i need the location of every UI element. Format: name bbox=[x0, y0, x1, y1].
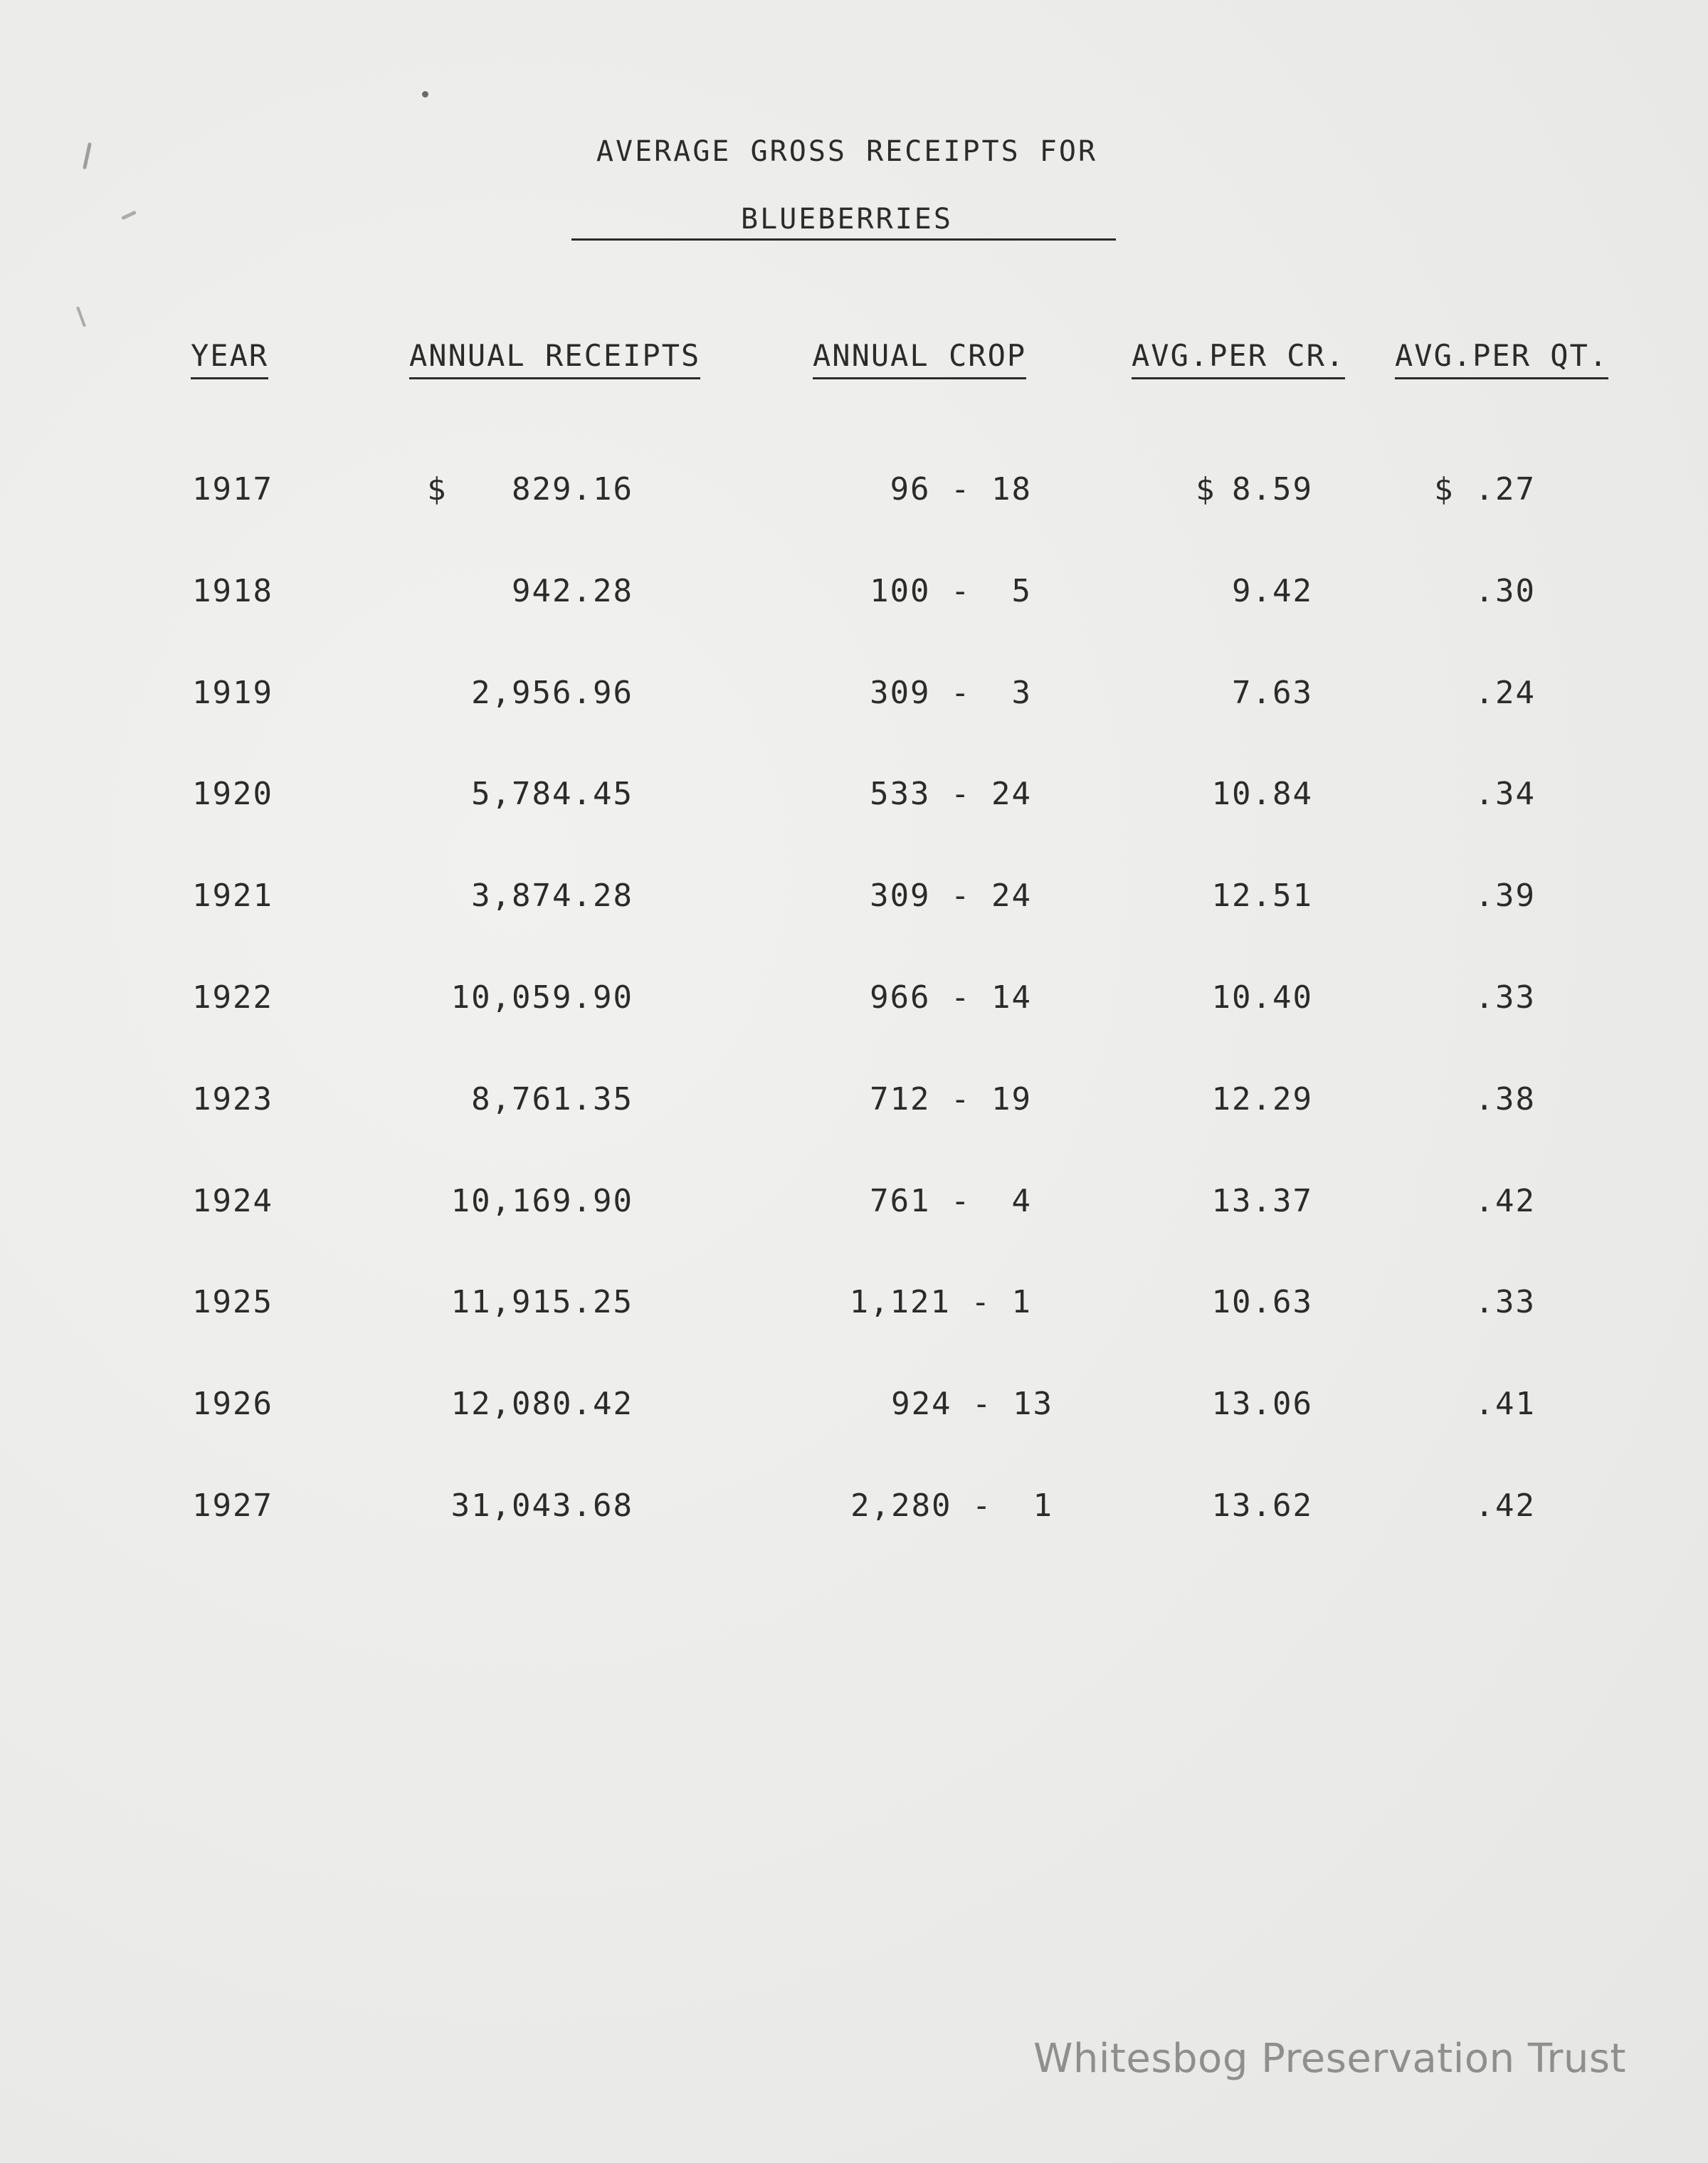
cell-currency-symbol: $ bbox=[427, 471, 448, 507]
cell-avg-per-qt: .41 bbox=[1475, 1386, 1536, 1423]
cell-annual-receipts: 31,043.68 bbox=[450, 1488, 633, 1524]
cell-avg-per-qt: .38 bbox=[1475, 1080, 1536, 1117]
column-header-avg-per-cr: AVG.PER CR. bbox=[1132, 338, 1345, 373]
cell-annual-crop: 533 - 24 bbox=[870, 776, 1032, 813]
table-row bbox=[0, 573, 1708, 616]
cell-year: 1921 bbox=[192, 878, 273, 915]
cell-avg-per-qt: .27 bbox=[1475, 471, 1536, 507]
cell-avg-per-cr: 8.59 bbox=[1232, 471, 1313, 507]
column-header-year: YEAR bbox=[191, 338, 268, 373]
cell-year: 1925 bbox=[192, 1284, 273, 1321]
column-header-annual-crop: ANNUAL CROP bbox=[813, 338, 1026, 373]
cell-annual-receipts: 12,080.42 bbox=[450, 1386, 633, 1423]
cell-annual-crop: 712 - 19 bbox=[870, 1080, 1032, 1117]
cell-annual-crop: 309 - 24 bbox=[870, 878, 1032, 915]
cell-avg-per-cr: 13.62 bbox=[1211, 1488, 1313, 1524]
cell-year: 1917 bbox=[192, 471, 273, 507]
ink-speck bbox=[422, 91, 428, 98]
cell-annual-crop: 309 - 3 bbox=[870, 674, 1032, 711]
cell-currency-symbol: $ bbox=[1434, 471, 1455, 507]
document-subtitle: BLUEBERRIES bbox=[741, 203, 953, 236]
cell-year: 1918 bbox=[192, 572, 273, 609]
watermark: Whitesbog Preservation Trust bbox=[1033, 2036, 1626, 2082]
cell-annual-crop: 966 - 14 bbox=[870, 979, 1032, 1016]
cell-annual-receipts: 942.28 bbox=[512, 572, 633, 609]
cell-annual-crop: 96 - 18 bbox=[890, 471, 1032, 507]
cell-avg-per-cr: 10.84 bbox=[1211, 776, 1313, 813]
cell-year: 1923 bbox=[192, 1080, 273, 1117]
table-row bbox=[0, 675, 1708, 717]
column-header-avg-per-qt: AVG.PER QT. bbox=[1395, 338, 1608, 373]
cell-avg-per-qt: .34 bbox=[1475, 776, 1536, 813]
cell-annual-receipts: 10,059.90 bbox=[450, 979, 633, 1016]
column-header-annual-receipts: ANNUAL RECEIPTS bbox=[409, 338, 700, 373]
cell-avg-per-cr: 13.37 bbox=[1211, 1182, 1313, 1219]
document-title: AVERAGE GROSS RECEIPTS FOR bbox=[596, 135, 1098, 168]
cell-annual-crop: 761 - 4 bbox=[870, 1182, 1032, 1219]
cell-year: 1924 bbox=[192, 1182, 273, 1219]
cell-avg-per-qt: .42 bbox=[1475, 1488, 1536, 1524]
table-row bbox=[0, 1284, 1708, 1327]
cell-year: 1919 bbox=[192, 674, 273, 711]
cell-annual-receipts: 5,784.45 bbox=[471, 776, 633, 813]
cell-avg-per-qt: .39 bbox=[1475, 878, 1536, 915]
cell-avg-per-qt: .24 bbox=[1475, 674, 1536, 711]
cell-avg-per-cr: 10.63 bbox=[1211, 1284, 1313, 1321]
table-row bbox=[0, 878, 1708, 920]
cell-avg-per-cr: 9.42 bbox=[1232, 572, 1313, 609]
table-row bbox=[0, 471, 1708, 514]
cell-annual-receipts: 2,956.96 bbox=[471, 674, 633, 711]
table-row bbox=[0, 1386, 1708, 1428]
cell-annual-receipts: 11,915.25 bbox=[450, 1284, 633, 1321]
cell-year: 1926 bbox=[192, 1386, 273, 1423]
cell-currency-symbol: $ bbox=[1196, 471, 1216, 507]
cell-avg-per-qt: .42 bbox=[1475, 1182, 1536, 1219]
title-underline bbox=[571, 238, 1116, 241]
cell-annual-receipts: 3,874.28 bbox=[471, 878, 633, 915]
cell-annual-receipts: 8,761.35 bbox=[471, 1080, 633, 1117]
pencil-mark bbox=[76, 306, 86, 327]
cell-year: 1920 bbox=[192, 776, 273, 813]
table-row bbox=[0, 1183, 1708, 1226]
cell-annual-crop: 2,280 - 1 bbox=[850, 1488, 1053, 1524]
table-row bbox=[0, 776, 1708, 819]
cell-annual-crop: 924 - 13 bbox=[891, 1386, 1053, 1423]
cell-annual-receipts: 829.16 bbox=[512, 471, 633, 507]
cell-avg-per-qt: .33 bbox=[1475, 979, 1536, 1016]
cell-avg-per-qt: .30 bbox=[1475, 572, 1536, 609]
cell-annual-crop: 100 - 5 bbox=[870, 572, 1032, 609]
cell-avg-per-cr: 13.06 bbox=[1211, 1386, 1313, 1423]
cell-annual-crop: 1,121 - 1 bbox=[849, 1284, 1032, 1321]
cell-annual-receipts: 10,169.90 bbox=[450, 1182, 633, 1219]
table-row bbox=[0, 1488, 1708, 1530]
cell-avg-per-cr: 12.29 bbox=[1211, 1080, 1313, 1117]
cell-avg-per-cr: 12.51 bbox=[1211, 878, 1313, 915]
cell-year: 1927 bbox=[192, 1488, 273, 1524]
cell-avg-per-qt: .33 bbox=[1475, 1284, 1536, 1321]
cell-year: 1922 bbox=[192, 979, 273, 1016]
cell-avg-per-cr: 10.40 bbox=[1211, 979, 1313, 1016]
table-row bbox=[0, 979, 1708, 1022]
table-row bbox=[0, 1081, 1708, 1124]
cell-avg-per-cr: 7.63 bbox=[1232, 674, 1313, 711]
